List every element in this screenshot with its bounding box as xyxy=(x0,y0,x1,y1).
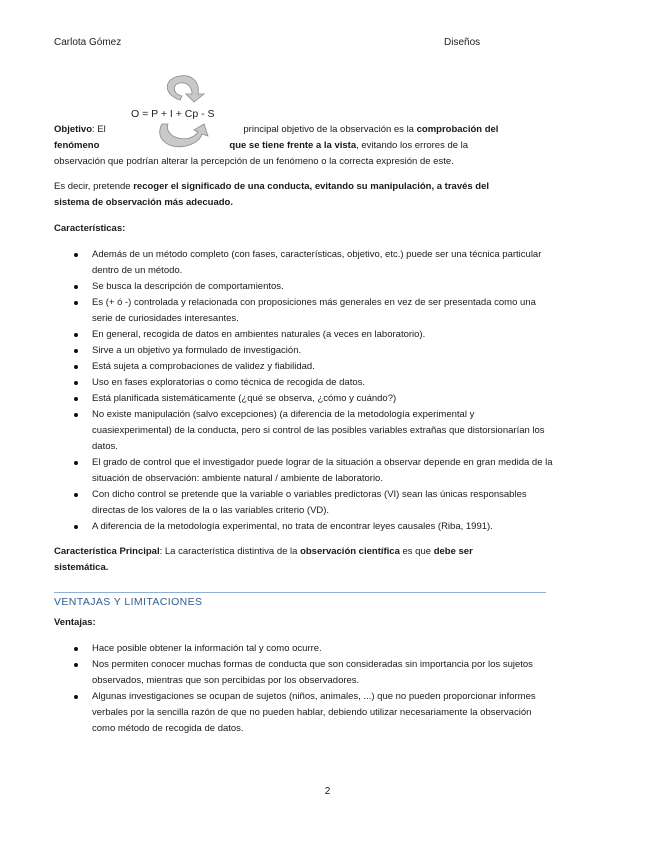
objetivo-label: Objetivo xyxy=(54,124,93,135)
list-item: A diferencia de la metodología experimental, no trata de encontrar leyes causales (Riba, 1991). xyxy=(54,519,554,535)
list-item: Uso en fases exploratorias o como técnica de recogida de datos. xyxy=(54,375,554,391)
list-item: Además de un método completo (con fases, características, objetivo, etc.) puede ser una técnica particular dentro de un método. xyxy=(54,247,554,279)
list-item: El grado de control que el investigador puede lograr de la situación a observar depende en gran medida de la situación de observación: ambiente natural / ambiente de laboratorio. xyxy=(54,455,554,487)
list-item: Nos permiten conocer muchas formas de conducta que son consideradas sin importancia por los sujetos observados, mientras que son percibidas por los observadores. xyxy=(54,657,554,689)
principal-line-1: Característica Principal: La característica distintiva de la observación científica es que debe ser xyxy=(54,546,473,557)
principal-label: Característica Principal xyxy=(54,546,160,557)
section-title: VENTAJAS Y LIMITACIONES xyxy=(54,596,203,608)
list-item: Algunas investigaciones se ocupan de sujetos (niños, animales, ...) que no pueden proporcionar informes verbales por la sencilla razón de que no pueden hablar, debiendo utilizar necesariamente la observación como método de recogida de datos. xyxy=(54,689,554,737)
header-section: Diseños xyxy=(444,37,481,48)
header-author: Carlota Gómez xyxy=(54,37,122,48)
list-item: Hace posible obtener la información tal y como ocurre. xyxy=(54,641,554,657)
decir-line-2: sistema de observación más adecuado. xyxy=(54,197,233,208)
list-item: Con dicho control se pretende que la variable o variables predictoras (VI) sean las únicas responsables directas de los valores de la o las variables criterio (VD). xyxy=(54,487,554,519)
principal-line-2: sistemática. xyxy=(54,562,109,573)
objetivo-line-3: observación que podrían alterar la percepción de un fenómeno o la correcta expresión de este. xyxy=(54,156,454,167)
objetivo-line-1: Objetivo: El principal objetivo de la observación es la comprobación del xyxy=(54,124,499,135)
decir-line-1: Es decir, pretende recoger el significado de una conducta, evitando su manipulación, a través del xyxy=(54,181,490,192)
list-item: Sirve a un objetivo ya formulado de investigación. xyxy=(54,343,554,359)
list-item: Está sujeta a comprobaciones de validez y fiabilidad. xyxy=(54,359,554,375)
objetivo-line-2: fenómeno que se tiene frente a la vista, evitando los errores de la xyxy=(54,140,469,151)
formula-text: O = P + I + Cp - S xyxy=(131,108,215,120)
section-divider xyxy=(54,592,546,593)
list-item: Es (+ ó -) controlada y relacionada con proposiciones más generales en vez de ser presentada como una serie de curiosidades interesantes. xyxy=(54,295,554,327)
cycle-arrow-top-icon xyxy=(167,76,204,102)
caracteristicas-title: Características: xyxy=(54,223,126,234)
caracteristicas-list xyxy=(54,247,554,535)
list-item: No existe manipulación (salvo excepciones) (a diferencia de la metodología experimental y cuasiexperimental) de la conducta, pero si control de las posibles variables extrañas que distorsionarían los datos. xyxy=(54,407,554,455)
list-item: Se busca la descripción de comportamientos. xyxy=(54,279,554,295)
ventajas-list xyxy=(54,641,554,737)
ventajas-title: Ventajas: xyxy=(54,617,96,628)
list-item: En general, recogida de datos en ambientes naturales (a veces en laboratorio). xyxy=(54,327,554,343)
page-number: 2 xyxy=(324,786,331,797)
list-item: Está planificada sistemáticamente (¿qué se observa, ¿cómo y cuándo?) xyxy=(54,391,554,407)
